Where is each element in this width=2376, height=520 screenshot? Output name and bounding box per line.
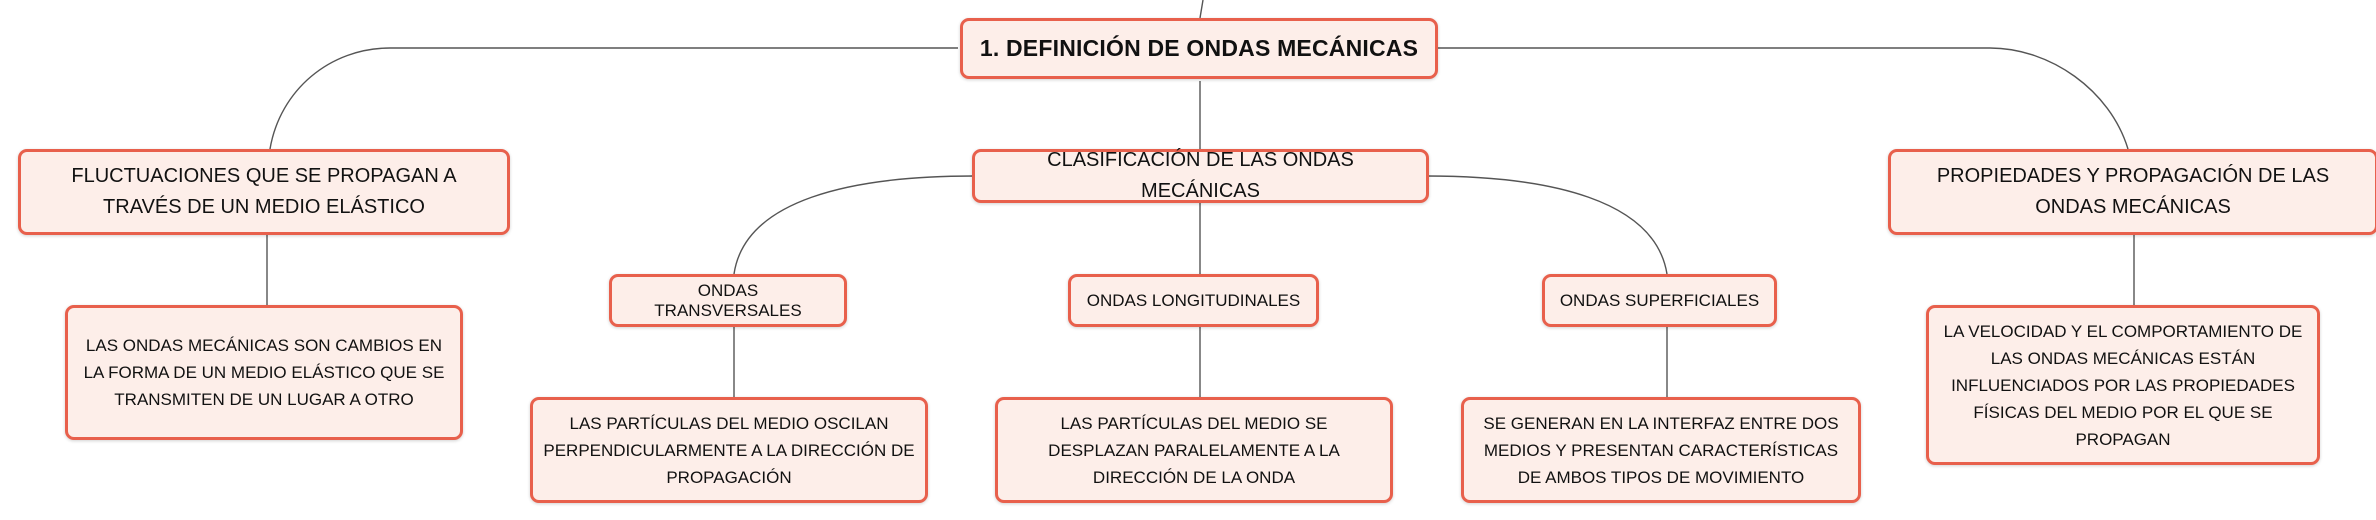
detail-propiedades-text: LA VELOCIDAD Y EL COMPORTAMIENTO DE LAS ONDAS MECÁNICAS ESTÁN INFLUENCIADOS POR LAS PROPIEDADES FÍSICAS DEL MEDIO POR EL QUE SE PROPAGAN [1943,321,2303,449]
detail-fluctuaciones-text: LAS ONDAS MECÁNICAS SON CAMBIOS EN LA FORMA DE UN MEDIO ELÁSTICO QUE SE TRANSMITEN DE UN LUGAR A OTRO [83,336,445,409]
detail-propiedades[interactable] [1926,305,2320,465]
topic-fluctuaciones-label: FLUCTUACIONES QUE SE PROPAGAN A TRAVÉS DE UN MEDIO ELÁSTICO [71,165,457,218]
topic-propiedades[interactable] [1888,149,2376,235]
detail-longitudinales[interactable] [995,397,1393,503]
connector-clasificacion-superficiales [1427,176,1667,274]
connector-clasificacion-transversales [734,176,974,274]
detail-superficiales[interactable] [1461,397,1861,503]
detail-transversales-text: LAS PARTÍCULAS DEL MEDIO OSCILAN PERPENDICULARMENTE A LA DIRECCIÓN DE PROPAGACIÓN [543,413,915,487]
detail-longitudinales-text: LAS PARTÍCULAS DEL MEDIO SE DESPLAZAN PARALELAMENTE A LA DIRECCIÓN DE LA ONDA [1048,413,1340,487]
root-topic[interactable] [960,18,1438,79]
subtopic-longitudinales-label: ONDAS LONGITUDINALES [1086,290,1301,310]
connector-root-parent [1200,0,1203,18]
topic-fluctuaciones[interactable] [18,149,510,235]
subtopic-longitudinales[interactable] [1068,274,1319,327]
subtopic-superficiales-label: ONDAS SUPERFICIALES [1559,290,1760,310]
connector-root-propiedades [1437,48,2128,149]
detail-transversales[interactable] [530,397,928,503]
topic-propiedades-label: PROPIEDADES Y PROPAGACIÓN DE LAS ONDAS MECÁNICAS [1936,165,2330,218]
connector-root-fluctuaciones [270,48,958,149]
subtopic-transversales[interactable] [609,274,847,327]
subtopic-transversales-label: ONDAS TRANSVERSALES [654,280,802,320]
detail-superficiales-text: SE GENERAN EN LA INTERFAZ ENTRE DOS MEDIOS Y PRESENTAN CARACTERÍSTICAS DE AMBOS TIPOS DE MOVIMIENTO [1483,413,1839,487]
topic-clasificacion-label: CLASIFICACIÓN DE LAS ONDAS MECÁNICAS [1047,149,1354,202]
subtopic-superficiales[interactable] [1542,274,1777,327]
root-topic-label: 1. DEFINICIÓN DE ONDAS MECÁNICAS [979,35,1419,61]
detail-fluctuaciones[interactable] [65,305,463,440]
topic-clasificacion[interactable] [972,149,1429,203]
